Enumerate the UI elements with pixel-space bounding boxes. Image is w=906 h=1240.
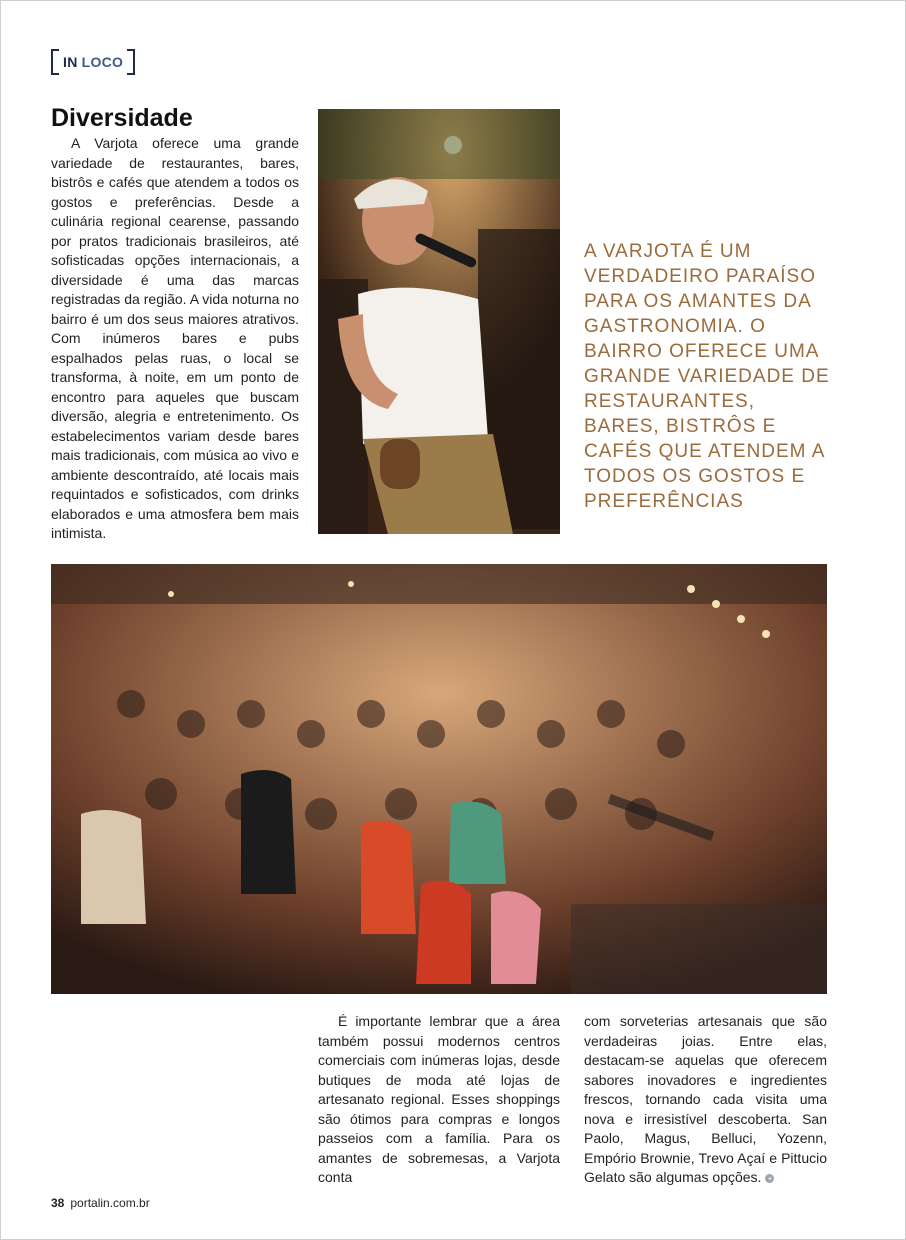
footer-site: portalin.com.br bbox=[70, 1196, 150, 1210]
body-column-2 bbox=[584, 1012, 827, 1188]
singer-photo bbox=[318, 109, 560, 534]
section-heading: Diversidade bbox=[51, 104, 193, 132]
tag-bracket-left bbox=[51, 49, 59, 75]
body-column-2-text: com sorveterias artesanais que são verdadeiras joias. Entre elas, destacam-se aquelas que oferecem sabores inovadores e ingredientes frescos, tornando cada visita uma nova e irresistível descoberta. San Paolo, Magus, Belluci, Yozenn, Empório Brownie, Trevo Açaí e Pittucio Gelato são algumas opções. bbox=[584, 1013, 827, 1185]
body-column-1: É importante lembrar que a área também possui modernos centros comerciais com inúmeras lojas, desde butiques de moda até lojas de artesanato regional. Esses shoppings são ótimos para compras e longos passeios com a família. Para os amantes de sobremesas, a Varjota conta bbox=[318, 1013, 560, 1185]
page-number: 38 bbox=[51, 1196, 65, 1210]
page-footer bbox=[51, 1196, 150, 1210]
end-mark-icon: + bbox=[765, 1174, 774, 1183]
crowd-photo bbox=[51, 564, 827, 994]
tag-label-part1: IN bbox=[63, 54, 78, 70]
tag-label bbox=[59, 54, 127, 70]
section-tag bbox=[51, 50, 135, 74]
intro-paragraph: A Varjota oferece uma grande variedade de restaurantes, bares, bistrôs e cafés que atendem a todos os gostos e preferências. Desde a culinária regional cearense, passando por pratos tradicionais brasileiros, até sofisticadas opções internacionais, a diversidade é uma das marcas registradas da região. A vida noturna no bairro é um dos seus maiores atrativos. Com inúmeros bares e pubs espalhados pelas ruas, o local se transforma, à noite, em um ponto de encontro para aqueles que buscam diversão, alegria e entretenimento. Os estabelecimentos variam desde bares mais tradicionais, com música ao vivo e ambiente descontraído, até locais mais requintados e sofisticados, com drinks elaborados e uma atmosfera bem mais intimista. bbox=[51, 135, 299, 541]
pull-quote: A VARJOTA É UM VERDADEIRO PARAÍSO PARA OS AMANTES DA GASTRONOMIA. O BAIRRO OFERECE UMA GRANDE VARIEDADE DE RESTAURANTES, BARES, BISTRÔS E CAFÉS QUE ATENDEM A TODOS OS GOSTOS E PREFERÊNCIAS bbox=[584, 241, 830, 512]
tag-bracket-right bbox=[127, 49, 135, 75]
tag-label-part2: LOCO bbox=[81, 54, 124, 70]
